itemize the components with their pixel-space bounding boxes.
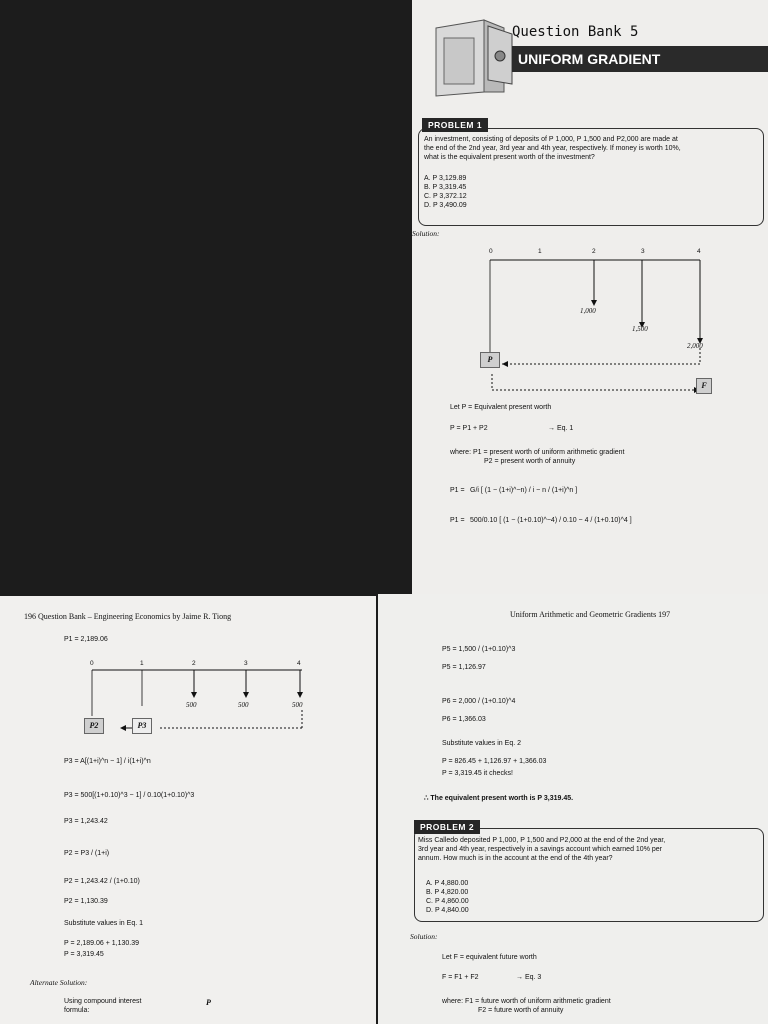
problem1-line: what is the equivalent present worth of the investment?	[424, 154, 595, 161]
p6-result: P6 = 1,366.03	[442, 716, 486, 723]
annuity-amount-label: 500	[238, 701, 249, 709]
compound-interest-note: formula:	[64, 1007, 90, 1014]
check-line: P = 3,319.45 it checks!	[442, 770, 513, 777]
alternate-solution-label: Alternate Solution:	[30, 978, 88, 987]
p6-formula: P6 = 2,000 / (1+0.10)^4	[442, 698, 516, 705]
p5-result: P5 = 1,126.97	[442, 664, 486, 671]
let-statement: Let F = equivalent future worth	[442, 954, 537, 961]
final-result: P = 3,319.45	[64, 951, 104, 958]
page-header-right: Uniform Arithmetic and Geometric Gradients 197	[510, 610, 671, 619]
problem2-tag: PROBLEM 2	[414, 820, 480, 834]
problem2-line: 3rd year and 4th year, respectively in a savings account which earned 10% per	[418, 846, 662, 853]
timeline-tick-label: 3	[641, 248, 645, 255]
where-line: where: P1 = present worth of uniform arithmetic gradient	[450, 449, 625, 456]
equation-3: F = F1 + F2	[442, 974, 479, 981]
solution-label: Solution:	[412, 229, 440, 238]
cash-amount-label: 1,500	[632, 325, 648, 333]
p1-result: P1 = 2,189.06	[64, 636, 108, 643]
substitute-note: Substitute values in Eq. 1	[64, 920, 143, 927]
cash-amount-label: 2,000	[687, 342, 703, 350]
left-page	[0, 596, 376, 1024]
p1-formula-label: P1 =	[450, 517, 465, 524]
problem1-option-b: B. P 3,319.45	[424, 184, 467, 191]
p2-box: P2	[84, 718, 104, 734]
final-sum: P = 2,189.06 + 1,130.39	[64, 940, 139, 947]
problem2-line: Miss Calledo deposited P 1,000, P 1,500 and P2,000 at the end of the 2nd year,	[418, 837, 666, 844]
problem1-option-a: A. P 3,129.89	[424, 175, 467, 182]
equation-1: P = P1 + P2	[450, 425, 488, 432]
annuity-diagram	[80, 656, 320, 736]
problem1-tag: PROBLEM 1	[422, 118, 488, 132]
p2-result: P2 = 1,130.39	[64, 898, 108, 905]
equation-1-ref: → Eq. 1	[548, 425, 574, 432]
where-line: where: F1 = future worth of uniform arithmetic gradient	[442, 998, 611, 1005]
top-page	[412, 0, 768, 600]
where-line: F2 = future worth of annuity	[478, 1007, 564, 1014]
p3-box: P3	[132, 718, 152, 734]
conclusion: ∴ The equivalent present worth is P 3,319.45.	[424, 795, 574, 802]
chapter-title: Question Bank 5	[512, 24, 639, 40]
page-header-left: 196 Question Bank – Engineering Economics by Jaime R. Tiong	[24, 612, 232, 621]
right-page	[378, 594, 768, 1024]
p-mark: P	[206, 998, 211, 1007]
annuity-amount-label: 500	[292, 701, 303, 709]
safe-illustration	[426, 14, 514, 100]
p3-result: P3 = 1,243.42	[64, 818, 108, 825]
problem2-option-d: D. P 4,840.00	[426, 907, 469, 914]
equation-3-ref: → Eq. 3	[516, 974, 542, 981]
timeline-tick-label: 4	[297, 660, 301, 667]
timeline-tick-label: 2	[192, 660, 196, 667]
timeline-tick-label: 2	[592, 248, 596, 255]
problem1-option-c: C. P 3,372.12	[424, 193, 467, 200]
problem2-line: annum. How much is in the account at the end of the 4th year?	[418, 855, 613, 862]
p2-formula-substituted: P2 = 1,243.42 / (1+0.10)	[64, 878, 140, 885]
timeline-tick-label: 4	[697, 248, 701, 255]
p1-formula-substituted: 500/0.10 [ (1 − (1+0.10)^−4) / 0.10 − 4 / (1+0.10)^4 ]	[470, 517, 632, 524]
timeline-tick-label: 0	[489, 248, 493, 255]
compound-interest-note: Using compound interest	[64, 998, 142, 1005]
present-worth-box: P	[480, 352, 500, 368]
problem1-line: the end of the 2nd year, 3rd year and 4th year, respectively. If money is worth 10%,	[424, 145, 681, 152]
chapter-subtitle: UNIFORM GRADIENT	[518, 51, 661, 67]
where-line: P2 = present worth of annuity	[484, 458, 576, 465]
problem2-option-a: A. P 4,880.00	[426, 880, 469, 887]
p1-formula-general: G/i [ (1 − (1+i)^−n) / i − n / (1+i)^n ]	[470, 487, 578, 494]
substitute-note: Substitute values in Eq. 2	[442, 740, 521, 747]
future-worth-box: F	[696, 378, 712, 394]
solution-label: Solution:	[410, 932, 438, 941]
p3-formula: P3 = A[(1+i)^n − 1] / i(1+i)^n	[64, 758, 151, 765]
p1-formula-label: P1 =	[450, 487, 465, 494]
let-statement: Let P = Equivalent present worth	[450, 404, 552, 411]
problem2-option-c: C. P 4,860.00	[426, 898, 469, 905]
sum-line: P = 826.45 + 1,126.97 + 1,366.03	[442, 758, 547, 765]
timeline-tick-label: 1	[538, 248, 542, 255]
timeline-tick-label: 1	[140, 660, 144, 667]
timeline-tick-label: 3	[244, 660, 248, 667]
annuity-amount-label: 500	[186, 701, 197, 709]
problem1-line: An investment, consisting of deposits of P 1,000, P 1,500 and P2,000 are made at	[424, 136, 678, 143]
chapter-subtitle-bar	[512, 46, 768, 72]
p3-formula-substituted: P3 = 500[(1+0.10)^3 − 1] / 0.10(1+0.10)^3	[64, 792, 195, 799]
p5-formula: P5 = 1,500 / (1+0.10)^3	[442, 646, 516, 653]
cash-amount-label: 1,000	[580, 307, 596, 315]
problem1-option-d: D. P 3,490.09	[424, 202, 467, 209]
problem2-option-b: B. P 4,820.00	[426, 889, 469, 896]
p2-formula: P2 = P3 / (1+i)	[64, 850, 110, 857]
cash-flow-diagram	[472, 244, 768, 404]
timeline-tick-label: 0	[90, 660, 94, 667]
